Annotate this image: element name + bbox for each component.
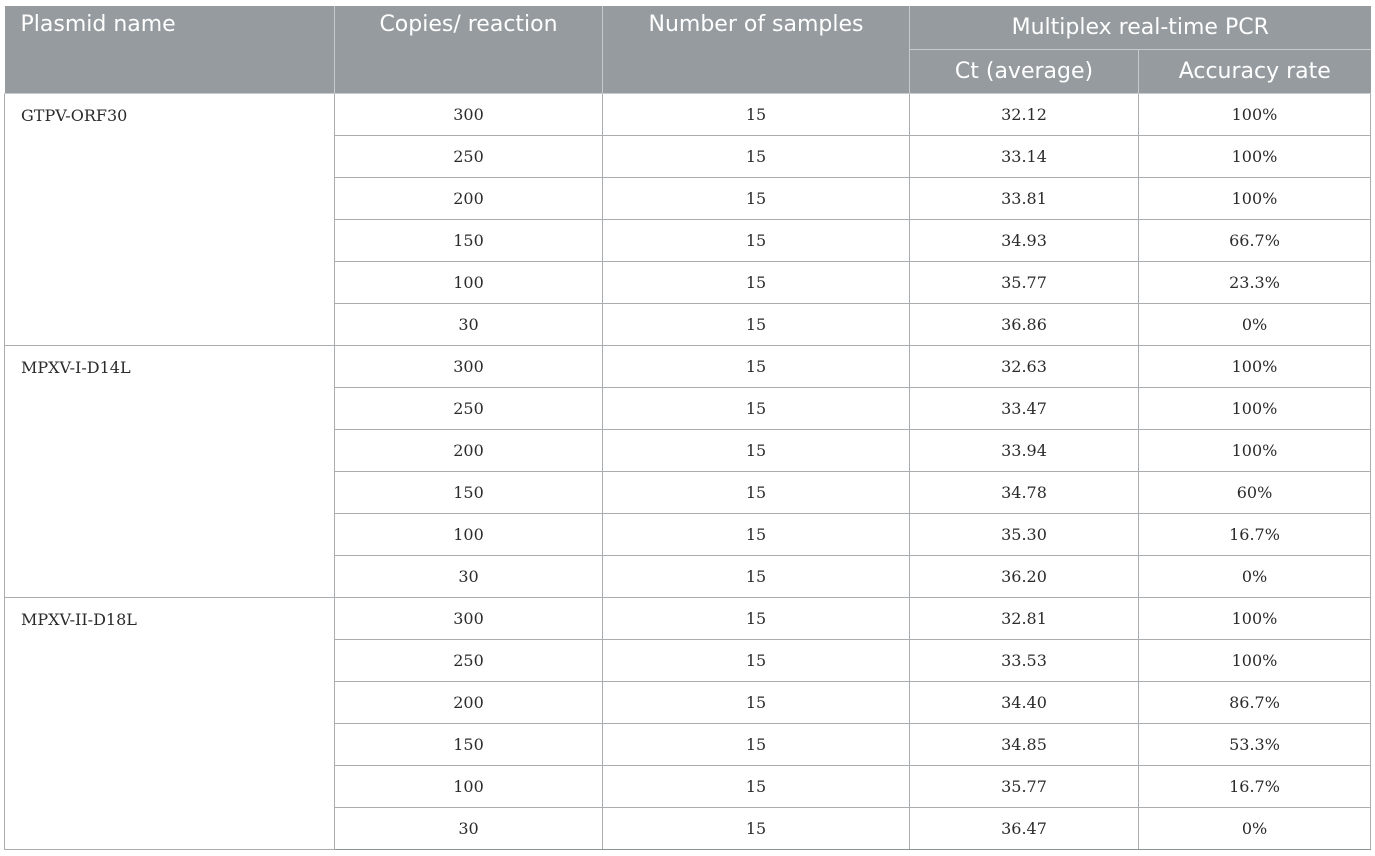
ct-cell: 36.86 (910, 304, 1139, 346)
samples-cell: 15 (603, 640, 910, 682)
header-multiplex: Multiplex real-time PCR (910, 6, 1371, 50)
samples-cell: 15 (603, 346, 910, 388)
ct-cell: 36.47 (910, 808, 1139, 850)
accuracy-cell: 100% (1139, 640, 1371, 682)
accuracy-cell: 23.3% (1139, 262, 1371, 304)
copies-cell: 200 (335, 430, 603, 472)
accuracy-cell: 16.7% (1139, 766, 1371, 808)
copies-cell: 100 (335, 514, 603, 556)
accuracy-cell: 53.3% (1139, 724, 1371, 766)
samples-cell: 15 (603, 598, 910, 640)
ct-cell: 35.77 (910, 262, 1139, 304)
samples-cell: 15 (603, 514, 910, 556)
plasmid-name-cell: MPXV-I-D14L (5, 346, 335, 598)
samples-cell: 15 (603, 766, 910, 808)
copies-cell: 150 (335, 220, 603, 262)
samples-cell: 15 (603, 136, 910, 178)
ct-cell: 36.20 (910, 556, 1139, 598)
header-ct: Ct (average) (910, 50, 1139, 94)
header-row-1 (5, 6, 1371, 50)
accuracy-cell: 16.7% (1139, 514, 1371, 556)
ct-cell: 32.12 (910, 94, 1139, 136)
ct-cell: 35.77 (910, 766, 1139, 808)
accuracy-cell: 100% (1139, 178, 1371, 220)
copies-cell: 30 (335, 304, 603, 346)
accuracy-cell: 86.7% (1139, 682, 1371, 724)
table-row (5, 94, 1371, 136)
samples-cell: 15 (603, 556, 910, 598)
accuracy-cell: 100% (1139, 346, 1371, 388)
accuracy-cell: 0% (1139, 304, 1371, 346)
ct-cell: 33.53 (910, 640, 1139, 682)
table-row (5, 346, 1371, 388)
copies-cell: 300 (335, 94, 603, 136)
copies-cell: 250 (335, 136, 603, 178)
samples-cell: 15 (603, 304, 910, 346)
ct-cell: 34.40 (910, 682, 1139, 724)
ct-cell: 34.78 (910, 472, 1139, 514)
accuracy-cell: 0% (1139, 556, 1371, 598)
copies-cell: 200 (335, 682, 603, 724)
header-plasmid-name: Plasmid name (5, 6, 335, 94)
accuracy-cell: 100% (1139, 598, 1371, 640)
samples-cell: 15 (603, 262, 910, 304)
copies-cell: 200 (335, 178, 603, 220)
ct-cell: 34.85 (910, 724, 1139, 766)
copies-cell: 100 (335, 262, 603, 304)
ct-cell: 33.81 (910, 178, 1139, 220)
samples-cell: 15 (603, 220, 910, 262)
samples-cell: 15 (603, 178, 910, 220)
samples-cell: 15 (603, 388, 910, 430)
ct-cell: 32.81 (910, 598, 1139, 640)
table-container (4, 6, 1370, 850)
samples-cell: 15 (603, 430, 910, 472)
table-body (5, 94, 1371, 850)
accuracy-cell: 100% (1139, 430, 1371, 472)
accuracy-cell: 100% (1139, 136, 1371, 178)
accuracy-cell: 66.7% (1139, 220, 1371, 262)
ct-cell: 34.93 (910, 220, 1139, 262)
samples-cell: 15 (603, 94, 910, 136)
header-copies: Copies/ reaction (335, 6, 603, 94)
header-samples: Number of samples (603, 6, 910, 94)
copies-cell: 100 (335, 766, 603, 808)
header-accuracy: Accuracy rate (1139, 50, 1371, 94)
samples-cell: 15 (603, 724, 910, 766)
ct-cell: 33.14 (910, 136, 1139, 178)
copies-cell: 150 (335, 724, 603, 766)
copies-cell: 300 (335, 598, 603, 640)
copies-cell: 30 (335, 556, 603, 598)
ct-cell: 33.94 (910, 430, 1139, 472)
samples-cell: 15 (603, 682, 910, 724)
table-row (5, 598, 1371, 640)
copies-cell: 250 (335, 388, 603, 430)
accuracy-cell: 100% (1139, 94, 1371, 136)
ct-cell: 32.63 (910, 346, 1139, 388)
accuracy-cell: 0% (1139, 808, 1371, 850)
samples-cell: 15 (603, 808, 910, 850)
ct-cell: 35.30 (910, 514, 1139, 556)
accuracy-cell: 100% (1139, 388, 1371, 430)
table-header (5, 6, 1371, 94)
plasmid-name-cell: GTPV-ORF30 (5, 94, 335, 346)
accuracy-cell: 60% (1139, 472, 1371, 514)
copies-cell: 250 (335, 640, 603, 682)
copies-cell: 30 (335, 808, 603, 850)
pcr-results-table (4, 6, 1371, 850)
ct-cell: 33.47 (910, 388, 1139, 430)
samples-cell: 15 (603, 472, 910, 514)
plasmid-name-cell: MPXV-II-D18L (5, 598, 335, 850)
copies-cell: 300 (335, 346, 603, 388)
copies-cell: 150 (335, 472, 603, 514)
